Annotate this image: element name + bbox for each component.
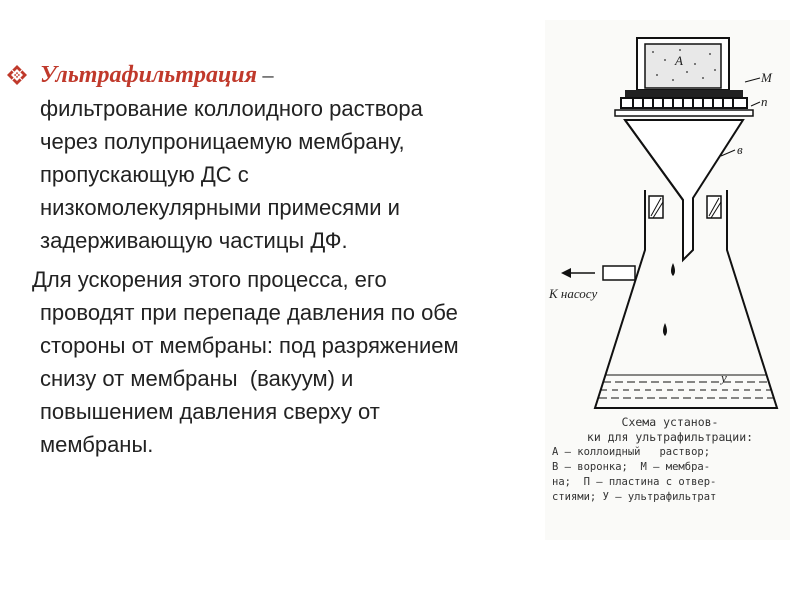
side-arm: [603, 266, 635, 280]
caption-line-2: В — воронка; М — мембра-: [552, 461, 711, 473]
membrane: [625, 90, 743, 97]
caption-line-3: на; П — пластина с отвер-: [552, 476, 717, 488]
funnel: [625, 120, 743, 260]
explanation-line-4: снизу от мембраны (вакуум) и: [40, 366, 354, 391]
definition-paragraph: [40, 58, 560, 257]
caption-title-1: Схема установ-: [621, 415, 719, 429]
label-p: п: [761, 94, 768, 109]
explanation-line-2: проводят при перепаде давления по обе: [40, 300, 458, 325]
figure-caption: [552, 415, 788, 505]
term-dash: –: [257, 62, 274, 87]
main-text: [32, 58, 560, 461]
red-diamond-bullet-icon: [6, 64, 28, 86]
drop-1: [671, 263, 675, 276]
definition-line-1: фильтрование коллоидного раствора: [40, 96, 423, 121]
caption-line-1: А — коллоидный раствор;: [552, 446, 711, 458]
definition-line-4: низкомолекулярными примесями и: [40, 195, 400, 220]
definition-line-2: через полупроницаемую мембрану,: [40, 129, 405, 154]
pump-label: К насосу: [549, 286, 598, 301]
explanation-line-6: мембраны.: [40, 432, 154, 457]
apparatus-diagram: [545, 20, 790, 420]
ultrafiltrate: [599, 375, 773, 398]
explanation-line-3: стороны от мембраны: под разряжением: [40, 333, 459, 358]
label-v: в: [737, 142, 743, 157]
explanation-line-1: Для ускорения этого процесса, его: [32, 267, 387, 292]
label-m: М: [761, 70, 772, 85]
drop-2: [663, 323, 667, 336]
definition-line-3: пропускающую ДС с: [40, 162, 249, 187]
label-a: А: [675, 53, 683, 68]
colloid-solution: [645, 44, 721, 88]
label-u: у: [721, 370, 727, 385]
definition-line-5: задерживающую частицы ДФ.: [40, 228, 348, 253]
explanation-line-5: повышением давления сверху от: [40, 399, 380, 424]
term-ultrafiltration: Ультрафильтрация: [40, 62, 257, 88]
caption-line-4: стиями; У — ультрафильтрат: [552, 491, 717, 503]
plate-base: [615, 110, 753, 116]
explanation-paragraph: [32, 263, 560, 461]
caption-title-2: ки для ультрафильтрации:: [586, 430, 754, 444]
